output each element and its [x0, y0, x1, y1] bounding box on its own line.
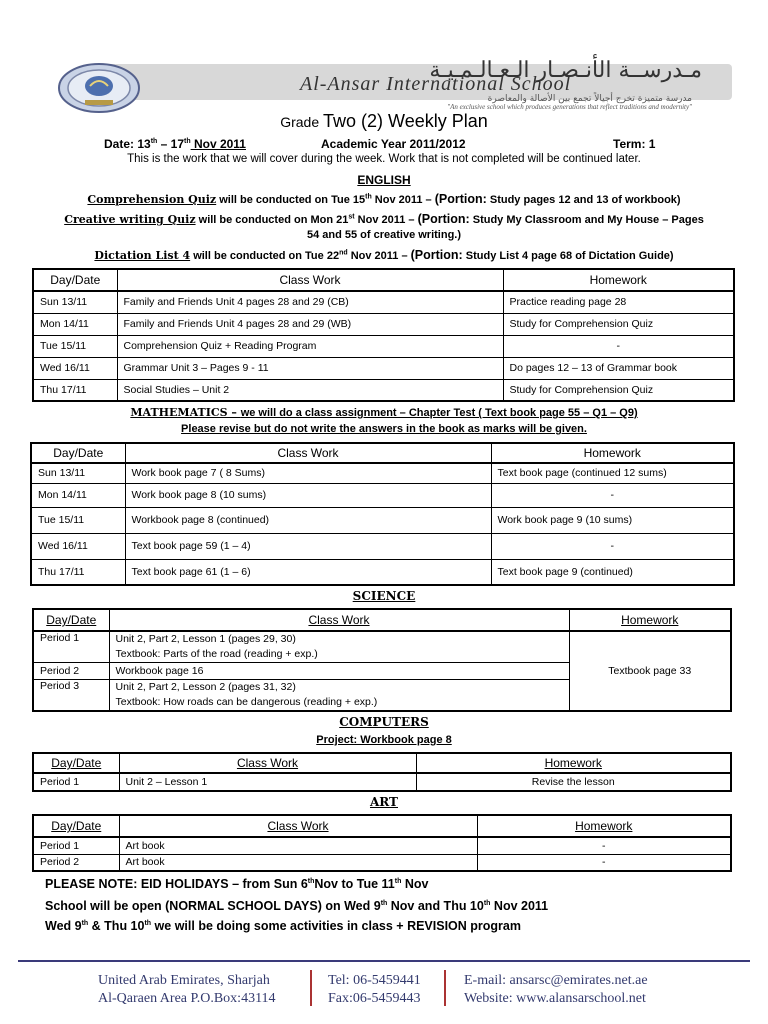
comprehension-quiz-line: Comprehension Quiz will be conducted on Tue 15th Nov 2011 – (Portion: Study pages 12 and 13 of workbook)	[87, 192, 681, 206]
dictation-line: Dictation List 4 will be conducted on Tue 22nd Nov 2011 – (Portion: Study List 4 page 68 of Dictation Guide)	[94, 248, 674, 262]
col-header-classwork: Class Work	[109, 609, 569, 631]
col-header-classwork: Class Work	[119, 753, 416, 773]
table-row: Period 1 Art book -	[33, 837, 731, 854]
col-header-day: Day/Date	[33, 269, 117, 291]
art-heading: ART	[369, 795, 398, 809]
col-header-homework: Homework	[491, 443, 734, 463]
table-row: Tue 15/11 Workbook page 8 (continued) Work book page 9 (10 sums)	[31, 507, 734, 533]
academic-year: Academic Year 2011/2012	[321, 137, 466, 151]
col-header-homework: Homework	[416, 753, 731, 773]
col-header-classwork: Class Work	[125, 443, 491, 463]
table-row: Wed 16/11 Grammar Unit 3 – Pages 9 - 11 Do pages 12 – 13 of Grammar book	[33, 357, 734, 379]
math-note: Please revise but do not write the answers in the book as marks will be given.	[181, 423, 587, 435]
table-row: Sun 13/11 Work book page 7 ( 8 Sums) Text book page (continued 12 sums)	[31, 463, 734, 483]
science-homework: Textbook page 33	[569, 631, 731, 711]
col-header-homework: Homework	[569, 609, 731, 631]
col-header-classwork: Class Work	[117, 269, 503, 291]
footer-contact	[464, 972, 648, 1008]
math-table	[30, 442, 735, 586]
col-header-day: Day/Date	[31, 443, 125, 463]
col-header-homework: Homework	[477, 815, 731, 837]
creative-quiz-line: Creative writing Quiz will be conducted on Mon 21st Nov 2011 – (Portion: Study My Classroom and My House – Pages	[64, 212, 704, 226]
computers-table	[32, 752, 732, 792]
art-table	[32, 814, 732, 872]
table-row: Sun 13/11 Family and Friends Unit 4 pages 28 and 29 (CB) Practice reading page 28	[33, 291, 734, 313]
email-link[interactable]: E-mail: ansarsc@emirates.net.ae	[464, 973, 648, 988]
footer-address: United Arab Emirates, Sharjah Al-Qaraen Area P.O.Box:43114	[98, 973, 276, 1006]
creative-quiz-line-2: 54 and 55 of creative writing.)	[306, 229, 462, 241]
footer-separator	[444, 970, 446, 1006]
col-header-day: Day/Date	[33, 815, 119, 837]
week-date: Date: 13th – 17th Nov 2011	[104, 137, 246, 151]
computers-heading: COMPUTERS	[339, 715, 429, 729]
school-name: Al-Ansar International School	[300, 73, 572, 95]
table-row: Tue 15/11 Comprehension Quiz + Reading Program -	[33, 335, 734, 357]
table-row: Wed 16/11 Text book page 59 (1 – 4) -	[31, 533, 734, 559]
table-row: Period 3 Unit 2, Part 2, Lesson 2 (pages 31, 32) Textbook: How roads can be dangerous (reading + exp.)	[33, 680, 731, 712]
footer-separator	[310, 970, 312, 1006]
table-row: Thu 17/11 Social Studies – Unit 2 Study for Comprehension Quiz	[33, 379, 734, 401]
col-header-day: Day/Date	[33, 609, 109, 631]
table-row: Period 2 Art book -	[33, 854, 731, 871]
col-header-classwork: Class Work	[119, 815, 477, 837]
table-row: Thu 17/11 Text book page 61 (1 – 6) Text book page 9 (continued)	[31, 559, 734, 585]
website-link[interactable]: Website: www.alansarschool.net	[464, 991, 646, 1006]
school-arabic-slogan: مدرسة متميزة تخرج أجيالاً تجمع بين الأصالة والمعاصرة	[487, 94, 692, 104]
school-arabic-name: مـدرســة الأنـصـار الـعـالـمـيـة	[429, 58, 702, 83]
school-open-note: School will be open (NORMAL SCHOOL DAYS) on Wed 9th Nov and Thu 10th Nov 2011	[45, 899, 549, 913]
intro-text: This is the work that we will cover during the week. Work that is not completed will be continued later.	[127, 153, 641, 165]
table-row: Period 1 Unit 2 – Lesson 1 Revise the lesson	[33, 773, 731, 791]
school-slogan: "An exclusive school which produces generations that reflect traditions and modernity"	[447, 103, 692, 111]
eid-note: PLEASE NOTE: EID HOLIDAYS – from Sun 6thNov to Tue 11th Nov	[45, 877, 429, 891]
col-header-homework: Homework	[503, 269, 734, 291]
computers-project: Project: Workbook page 8	[316, 734, 452, 746]
term: Term: 1	[613, 137, 656, 151]
table-row: Period 2 Workbook page 16	[33, 663, 731, 680]
col-header-day: Day/Date	[33, 753, 119, 773]
math-heading: MATHEMATICS – we will do a class assignment – Chapter Test ( Text book page 55 – Q1 – Q9)	[130, 406, 638, 419]
science-table	[32, 608, 732, 712]
page-title: Grade Two (2) Weekly Plan	[280, 111, 488, 131]
table-row: Mon 14/11 Family and Friends Unit 4 pages 28 and 29 (WB) Study for Comprehension Quiz	[33, 313, 734, 335]
table-row: Mon 14/11 Work book page 8 (10 sums) -	[31, 483, 734, 507]
footer-rule	[18, 960, 750, 962]
school-logo-icon	[52, 60, 146, 116]
table-row: Period 1 Unit 2, Part 2, Lesson 1 (pages 29, 30) Textbook: Parts of the road (reading + exp.) Textbook page 33	[33, 631, 731, 663]
english-heading: ENGLISH	[357, 173, 411, 187]
english-table	[32, 268, 735, 402]
science-heading: SCIENCE	[352, 589, 416, 603]
revision-note: Wed 9th & Thu 10th we will be doing some activities in class + REVISION program	[45, 919, 521, 933]
footer-phone: Tel: 06-5459441 Fax:06-5459443	[328, 973, 421, 1006]
